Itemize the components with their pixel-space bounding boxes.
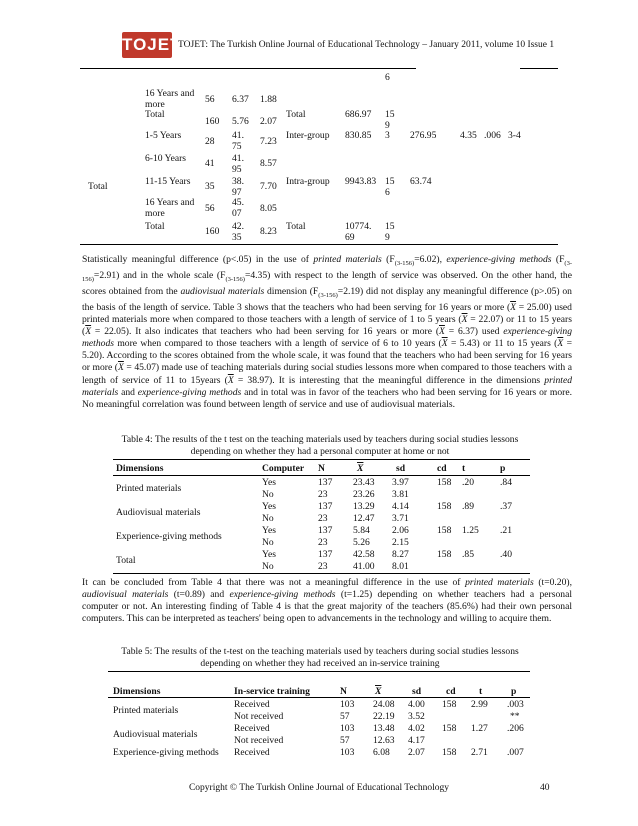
t4-group: Yes <box>262 501 276 512</box>
footer-copyright: Copyright © The Turkish Online Journal of Educational Technology <box>188 783 450 793</box>
t5-mean: 24.08 <box>373 699 395 710</box>
row-label: 11-15 Years <box>145 176 191 187</box>
cell-mean: 42.35 <box>232 221 244 243</box>
t5-dim: Experience-giving methods <box>113 747 219 758</box>
t5-n: 103 <box>340 747 355 758</box>
th-p: p <box>511 686 517 697</box>
table4-header-rule <box>113 475 530 476</box>
cell-sd: 1.88 <box>260 94 277 105</box>
t5-p: .007 <box>507 747 524 758</box>
cell-n: 28 <box>205 136 215 147</box>
cell-mean: 5.76 <box>232 116 249 127</box>
t4-mean: 5.26 <box>353 537 370 548</box>
cell-ms: 276.95 <box>410 130 437 141</box>
t4-cd: 158 <box>437 477 452 488</box>
cell-mean: 45.07 <box>232 197 244 219</box>
t5-sd: 3.52 <box>408 711 425 722</box>
cell-sd: 8.57 <box>260 158 277 169</box>
cell-source: Inter-group <box>286 130 330 141</box>
t4-cd: 158 <box>437 525 452 536</box>
table5-header-rule <box>108 697 530 698</box>
th-sd: sd <box>396 463 406 474</box>
header-rule-left <box>80 68 416 69</box>
t4-p: .84 <box>500 477 512 488</box>
page-number: 40 <box>540 783 550 793</box>
section-label-total: Total <box>88 181 108 192</box>
t4-sd: 3.81 <box>392 489 409 500</box>
table4-bottom-rule <box>113 573 530 574</box>
t5-t: 2.99 <box>471 699 488 710</box>
cell-sd: 8.23 <box>260 226 277 237</box>
t5-cd: 158 <box>442 699 457 710</box>
t5-group: Received <box>234 723 270 734</box>
t5-dim: Printed materials <box>113 705 179 716</box>
t4-mean: 5.84 <box>353 525 370 536</box>
t4-p: .40 <box>500 549 512 560</box>
cell-f: 4.35 <box>460 130 477 141</box>
row-label: Total <box>145 109 165 120</box>
cell-sd: 2.07 <box>260 116 277 127</box>
t4-dim: Total <box>116 555 136 566</box>
th-dimensions: Dimensions <box>116 463 164 474</box>
t4-group: No <box>262 489 274 500</box>
cell-df: 156 <box>385 176 395 198</box>
th-mean: $\overline{X}$ <box>357 463 364 474</box>
th-computer: Computer <box>262 463 305 474</box>
t4-group: Yes <box>262 549 276 560</box>
overflow-df: 6 <box>385 72 390 83</box>
t5-sd: 4.02 <box>408 723 425 734</box>
cell-df: 159 <box>385 109 395 131</box>
t5-sd: 4.00 <box>408 699 425 710</box>
t4-group: No <box>262 537 274 548</box>
t4-sd: 3.71 <box>392 513 409 524</box>
cell-n: 56 <box>205 203 215 214</box>
t5-sd: 2.07 <box>408 747 425 758</box>
th-sd: sd <box>412 686 422 697</box>
t5-group: Not received <box>234 735 284 746</box>
th-mean: $\overline{X}$ <box>375 686 382 697</box>
th-cd: cd <box>446 686 456 697</box>
t4-t: 1.25 <box>462 525 479 536</box>
cell-mean: 41.75 <box>232 130 244 152</box>
t5-group: Received <box>234 699 270 710</box>
cell-ss: 9943.83 <box>345 176 377 187</box>
cell-ss: 686.97 <box>345 109 372 120</box>
t5-t: 1.27 <box>471 723 488 734</box>
t4-n: 23 <box>318 537 328 548</box>
t4-mean: 41.00 <box>353 561 375 572</box>
t4-group: Yes <box>262 477 276 488</box>
t5-dim: Audiovisual materials <box>113 729 198 740</box>
t5-n: 57 <box>340 711 350 722</box>
table4-top-rule <box>113 459 530 460</box>
t4-sd: 3.97 <box>392 477 409 488</box>
th-p: p <box>500 463 506 474</box>
t4-dim: Printed materials <box>116 483 182 494</box>
th-inservice: In-service training <box>234 686 310 697</box>
cell-n: 35 <box>205 181 215 192</box>
row-label: 1-5 Years <box>145 130 182 141</box>
t5-n: 57 <box>340 735 350 746</box>
t4-mean: 23.43 <box>353 477 375 488</box>
cell-n: 41 <box>205 158 215 169</box>
cell-mean: 41.95 <box>232 153 244 175</box>
t4-mean: 13.29 <box>353 501 375 512</box>
journal-logo: TOJET <box>122 32 172 58</box>
t5-cd: 158 <box>442 747 457 758</box>
t5-group: Not received <box>234 711 284 722</box>
t4-sd: 2.06 <box>392 525 409 536</box>
row-label: 6-10 Years <box>145 153 187 164</box>
table-bottom-rule <box>80 244 558 245</box>
t4-cd: 158 <box>437 501 452 512</box>
t4-group: No <box>262 513 274 524</box>
t4-t: .20 <box>462 477 474 488</box>
cell-n: 160 <box>205 226 220 237</box>
t4-dim: Experience-giving methods <box>116 531 222 542</box>
t5-p: .206 <box>507 723 524 734</box>
body-paragraph-1: Statistically meaningful difference (p<.05) in the use of printed materials $(F_{(3-156)}=6.02)$, experience-giving methods $(F_{(3-156)}=2.91)$ and in the whole scale $(F_{(3-156)}=4.35)$ with respect to the length of service was observed. On the other hand, the scores obtained from the audiovisual materials dimension $(F_{(3-156)}=2.19)$ did not display any meaningful difference (p>.05) on the basis of the length of service. Table 3 shows that the teachers who had been serving for 16 years or more $(\overline{X} = 25.00)$ used printed materials more when compared to those teachers with a length of service of 1 to 5 years $(\overline{X} = 22.07)$ or 11 to 15 years $(\overline{X} = 22.05)$. It also indicates that teachers who had been serving for 16 years or more $(\overline{X} = 6.37)$ used experience-giving methods more when compared to those teachers with a length of service of 6 to 10 years $(\overline{X} = 5.43)$ or 11 to 15 years $(\overline{X} = 5.20)$. According to the scores obtained from the whole scale, it was found that the teachers who had been serving for 16 years or more $(\overline{X} = 45.07)$ made use of teaching materials during social studies lessons more when compared to those teachers with a length of service of 11 to 15years $(\overline{X} = 38.97)$. It is interesting that the meaningful difference in the dimensions printed materials and experience-giving methods and in total was in favor of the teachers who had been serving for 16 years or more. No meaningful correlation was found between length of service and use of audiovisual materials. <box>82 254 573 410</box>
cell-mean: 6.37 <box>232 94 249 105</box>
body-paragraph-2: It can be concluded from Table 4 that there was not a meaningful difference in the use of printed materials (t=0.20), audiovisual materials (t=0.89) and experience-giving methods (t=1.25) depending on whether teachers had a personal computer or not. An interesting finding of Table 4 is that the great majority of the teachers (85.6%) had their own personal computers. This can be interpreted as teachers' being open to advancements in the technology and willing to acquire them. <box>82 577 573 625</box>
t5-n: 103 <box>340 699 355 710</box>
t4-n: 137 <box>318 525 333 536</box>
t5-mean: 12.63 <box>373 735 395 746</box>
cell-p: .006 <box>484 130 501 141</box>
header-rule-right <box>520 68 558 69</box>
cell-source: Total <box>286 221 306 232</box>
cell-n: 56 <box>205 94 215 105</box>
t5-mean: 22.19 <box>373 711 395 722</box>
table5-caption: Table 5: The results of the t-test on the teaching materials used by teachers during social studies lessons depending on whether they had received an in-service training <box>121 646 519 669</box>
t5-p-sig: ** <box>510 711 520 722</box>
t4-t: .89 <box>462 501 474 512</box>
cell-sd: 7.23 <box>260 136 277 147</box>
t4-group: No <box>262 561 274 572</box>
t5-p: .003 <box>507 699 524 710</box>
cell-sd: 8.05 <box>260 203 277 214</box>
row-label: Total <box>145 221 165 232</box>
t4-sd: 2.15 <box>392 537 409 548</box>
t4-cd: 158 <box>437 549 452 560</box>
t4-p: .37 <box>500 501 512 512</box>
t5-mean: 13.48 <box>373 723 395 734</box>
cell-ss: 830.85 <box>345 130 372 141</box>
t4-n: 137 <box>318 477 333 488</box>
t5-cd: 158 <box>442 723 457 734</box>
cell-diff: 3-4 <box>508 130 521 141</box>
th-t: t <box>479 686 483 697</box>
t5-sd: 4.17 <box>408 735 425 746</box>
cell-sd: 7.70 <box>260 181 277 192</box>
t4-mean: 23.26 <box>353 489 375 500</box>
cell-n: 160 <box>205 116 220 127</box>
cell-source: Total <box>286 109 306 120</box>
cell-ss: 10774.69 <box>345 221 372 243</box>
cell-df: 3 <box>385 130 390 141</box>
t4-group: Yes <box>262 525 276 536</box>
th-n: N <box>318 463 325 474</box>
t4-mean: 42.58 <box>353 549 375 560</box>
t4-n: 23 <box>318 561 328 572</box>
table5-top-rule <box>108 671 530 672</box>
t4-p: .21 <box>500 525 512 536</box>
journal-header: TOJET: The Turkish Online Journal of Educational Technology – January 2011, volume 10 Issue 1 <box>178 40 555 50</box>
th-dimensions: Dimensions <box>113 686 161 697</box>
cell-mean: 38.97 <box>232 176 244 198</box>
cell-ms: 63.74 <box>410 176 432 187</box>
t4-t: .85 <box>462 549 474 560</box>
th-cd: cd <box>437 463 447 474</box>
cell-df: 159 <box>385 221 395 243</box>
t4-dim: Audiovisual materials <box>116 507 201 518</box>
t4-sd: 4.14 <box>392 501 409 512</box>
th-t: t <box>462 463 466 474</box>
th-n: N <box>340 686 347 697</box>
t4-mean: 12.47 <box>353 513 375 524</box>
t4-sd: 8.27 <box>392 549 409 560</box>
table4-caption: Table 4: The results of the t test on the teaching materials used by teachers during social studies lessons depending on whether they had a personal computer at home or not <box>121 434 519 457</box>
t4-sd: 8.01 <box>392 561 409 572</box>
t5-n: 103 <box>340 723 355 734</box>
row-label: 16 Years and more <box>145 197 195 219</box>
t4-n: 23 <box>318 513 328 524</box>
t4-n: 137 <box>318 549 333 560</box>
t4-n: 137 <box>318 501 333 512</box>
cell-source: Intra-group <box>286 176 330 187</box>
t5-group: Received <box>234 747 270 758</box>
t5-t: 2.71 <box>471 747 488 758</box>
t4-n: 23 <box>318 489 328 500</box>
row-label: 16 Years and more <box>145 88 195 110</box>
t5-mean: 6.08 <box>373 747 390 758</box>
